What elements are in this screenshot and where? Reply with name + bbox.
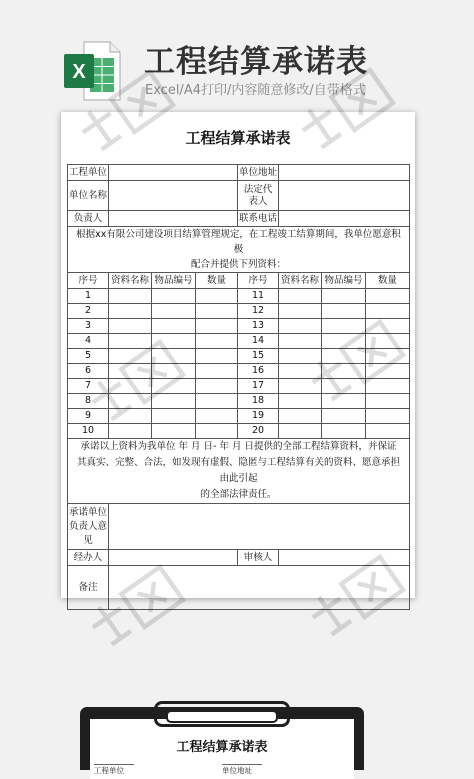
material-list bbox=[68, 289, 410, 439]
row-index: 1 bbox=[68, 289, 109, 304]
excel-file-icon bbox=[62, 40, 122, 102]
cell-item-code[interactable] bbox=[152, 334, 196, 349]
table-row bbox=[68, 394, 410, 409]
cell-material-name[interactable] bbox=[109, 319, 152, 334]
cell-material-name[interactable] bbox=[279, 349, 322, 364]
cell-item-code[interactable] bbox=[322, 379, 366, 394]
clipboard-clip-inner bbox=[166, 710, 278, 723]
field-legal-representative[interactable] bbox=[279, 181, 410, 211]
label-project-unit: 工程单位 bbox=[68, 165, 109, 181]
cell-item-code[interactable] bbox=[152, 379, 196, 394]
table-row bbox=[68, 304, 410, 319]
preview-label-unit-address: 单位地址 bbox=[222, 764, 262, 778]
label-unit-name: 单位名称 bbox=[68, 181, 109, 211]
document-page bbox=[61, 112, 415, 598]
row-index: 4 bbox=[68, 334, 109, 349]
cell-material-name[interactable] bbox=[109, 394, 152, 409]
preview-label-project-unit: 工程单位 bbox=[94, 764, 134, 778]
col-header-index: 序号 bbox=[238, 273, 279, 289]
col-header-quantity: 数量 bbox=[366, 273, 410, 289]
row-index: 19 bbox=[238, 409, 279, 424]
row-index: 2 bbox=[68, 304, 109, 319]
row-index: 5 bbox=[68, 349, 109, 364]
field-contact-phone[interactable] bbox=[279, 211, 410, 227]
field-remark[interactable] bbox=[109, 566, 410, 610]
cell-item-code[interactable] bbox=[322, 289, 366, 304]
cell-material-name[interactable] bbox=[279, 289, 322, 304]
cell-quantity[interactable] bbox=[196, 424, 238, 439]
row-index: 10 bbox=[68, 424, 109, 439]
cell-item-code[interactable] bbox=[152, 424, 196, 439]
cell-quantity[interactable] bbox=[366, 364, 410, 379]
cell-quantity[interactable] bbox=[366, 424, 410, 439]
cell-quantity[interactable] bbox=[366, 319, 410, 334]
row-index: 8 bbox=[68, 394, 109, 409]
label-person-in-charge: 负责人 bbox=[68, 211, 109, 227]
cell-quantity[interactable] bbox=[366, 289, 410, 304]
row-index: 12 bbox=[238, 304, 279, 319]
col-header-index: 序号 bbox=[68, 273, 109, 289]
cell-item-code[interactable] bbox=[322, 409, 366, 424]
label-legal-representative: 法定代表人 bbox=[238, 181, 279, 211]
table-row bbox=[68, 364, 410, 379]
col-header-item-code: 物品编号 bbox=[152, 273, 196, 289]
cell-quantity[interactable] bbox=[196, 349, 238, 364]
row-index: 15 bbox=[238, 349, 279, 364]
row-index: 18 bbox=[238, 394, 279, 409]
cell-material-name[interactable] bbox=[109, 349, 152, 364]
cell-material-name[interactable] bbox=[279, 394, 322, 409]
intro-paragraph bbox=[68, 227, 410, 273]
preview-title: 工程结算承诺表 bbox=[176, 740, 268, 755]
table-row bbox=[68, 379, 410, 394]
cell-quantity[interactable] bbox=[196, 334, 238, 349]
cell-material-name[interactable] bbox=[109, 409, 152, 424]
row-index: 17 bbox=[238, 379, 279, 394]
field-unit-opinion[interactable] bbox=[109, 504, 410, 550]
cell-quantity[interactable] bbox=[196, 364, 238, 379]
table-row bbox=[68, 334, 410, 349]
col-header-material-name: 资料名称 bbox=[109, 273, 152, 289]
row-index: 9 bbox=[68, 409, 109, 424]
cell-item-code[interactable] bbox=[322, 334, 366, 349]
row-index: 11 bbox=[238, 289, 279, 304]
col-header-material-name: 资料名称 bbox=[279, 273, 322, 289]
label-remark: 备注 bbox=[68, 566, 109, 610]
field-person-in-charge[interactable] bbox=[109, 211, 238, 227]
cell-quantity[interactable] bbox=[196, 304, 238, 319]
cell-quantity[interactable] bbox=[366, 409, 410, 424]
row-index: 16 bbox=[238, 364, 279, 379]
cell-item-code[interactable] bbox=[322, 364, 366, 379]
table-row bbox=[68, 289, 410, 304]
cell-quantity[interactable] bbox=[196, 394, 238, 409]
cell-quantity[interactable] bbox=[366, 304, 410, 319]
cell-item-code[interactable] bbox=[322, 424, 366, 439]
cell-quantity[interactable] bbox=[196, 409, 238, 424]
cell-item-code[interactable] bbox=[322, 304, 366, 319]
cell-material-name[interactable] bbox=[279, 319, 322, 334]
label-handler: 经办人 bbox=[68, 550, 109, 566]
cell-item-code[interactable] bbox=[152, 394, 196, 409]
cell-item-code[interactable] bbox=[152, 289, 196, 304]
column-header-row bbox=[68, 273, 410, 289]
cell-material-name[interactable] bbox=[279, 424, 322, 439]
cell-material-name[interactable] bbox=[279, 364, 322, 379]
cell-material-name[interactable] bbox=[279, 409, 322, 424]
cell-item-code[interactable] bbox=[152, 349, 196, 364]
commitment-form-table bbox=[67, 164, 410, 610]
label-unit-opinion: 承诺单位负责人意见 bbox=[68, 504, 109, 550]
cell-item-code[interactable] bbox=[322, 394, 366, 409]
promise-line-3: 的全部法律责任。 bbox=[200, 489, 277, 500]
cell-quantity[interactable] bbox=[366, 349, 410, 364]
row-index: 20 bbox=[238, 424, 279, 439]
cell-material-name[interactable] bbox=[279, 334, 322, 349]
cell-material-name[interactable] bbox=[109, 424, 152, 439]
row-index: 13 bbox=[238, 319, 279, 334]
row-index: 7 bbox=[68, 379, 109, 394]
field-project-unit[interactable] bbox=[109, 165, 238, 181]
cell-quantity[interactable] bbox=[366, 394, 410, 409]
cell-material-name[interactable] bbox=[109, 304, 152, 319]
cell-item-code[interactable] bbox=[152, 364, 196, 379]
field-handler[interactable] bbox=[109, 550, 238, 566]
row-index: 14 bbox=[238, 334, 279, 349]
col-header-quantity: 数量 bbox=[196, 273, 238, 289]
cell-quantity[interactable] bbox=[366, 379, 410, 394]
table-row bbox=[68, 409, 410, 424]
promise-paragraph bbox=[68, 439, 410, 504]
cell-quantity[interactable] bbox=[196, 379, 238, 394]
cell-quantity[interactable] bbox=[196, 289, 238, 304]
cell-material-name[interactable] bbox=[109, 334, 152, 349]
cell-material-name[interactable] bbox=[279, 379, 322, 394]
page-title: 工程结算承诺表 bbox=[144, 44, 368, 80]
promise-line-1: 承诺以上资料为我单位 年 月 日- 年 月 日提供的全部工程结算资料，并保证 bbox=[80, 441, 397, 452]
field-unit-name[interactable] bbox=[109, 181, 238, 211]
row-index: 6 bbox=[68, 364, 109, 379]
table-row bbox=[68, 319, 410, 334]
field-reviewer[interactable] bbox=[279, 550, 410, 566]
table-row bbox=[68, 349, 410, 364]
cell-material-name[interactable] bbox=[109, 289, 152, 304]
clipboard-preview bbox=[80, 707, 364, 775]
col-header-item-code: 物品编号 bbox=[322, 273, 366, 289]
page-subtitle: Excel/A4打印/内容随意修改/自带格式 bbox=[145, 83, 366, 98]
field-unit-address[interactable] bbox=[279, 165, 410, 181]
excel-icon-letter: X bbox=[72, 61, 86, 83]
promise-line-2: 其真实、完整、合法，如发现有虚假、隐匿与工程结算有关的资料、愿意承担由此引起 bbox=[76, 457, 400, 484]
cell-item-code[interactable] bbox=[152, 409, 196, 424]
cell-quantity[interactable] bbox=[196, 319, 238, 334]
table-row bbox=[68, 424, 410, 439]
document-title: 工程结算承诺表 bbox=[185, 129, 291, 147]
cell-item-code[interactable] bbox=[152, 304, 196, 319]
cell-material-name[interactable] bbox=[109, 364, 152, 379]
cell-item-code[interactable] bbox=[152, 319, 196, 334]
cell-item-code[interactable] bbox=[322, 319, 366, 334]
label-contact-phone: 联系电话 bbox=[238, 211, 279, 227]
intro-line-2: 配合并提供下列资料： bbox=[190, 259, 286, 270]
row-index: 3 bbox=[68, 319, 109, 334]
cell-material-name[interactable] bbox=[279, 304, 322, 319]
intro-line-1: 根据xx有限公司建设项目结算管理规定，在工程竣工结算期间，我单位愿意积极 bbox=[76, 229, 401, 255]
cell-material-name[interactable] bbox=[109, 379, 152, 394]
label-unit-address: 单位地址 bbox=[238, 165, 279, 181]
cell-item-code[interactable] bbox=[322, 349, 366, 364]
label-reviewer: 审核人 bbox=[238, 550, 279, 566]
cell-quantity[interactable] bbox=[366, 334, 410, 349]
